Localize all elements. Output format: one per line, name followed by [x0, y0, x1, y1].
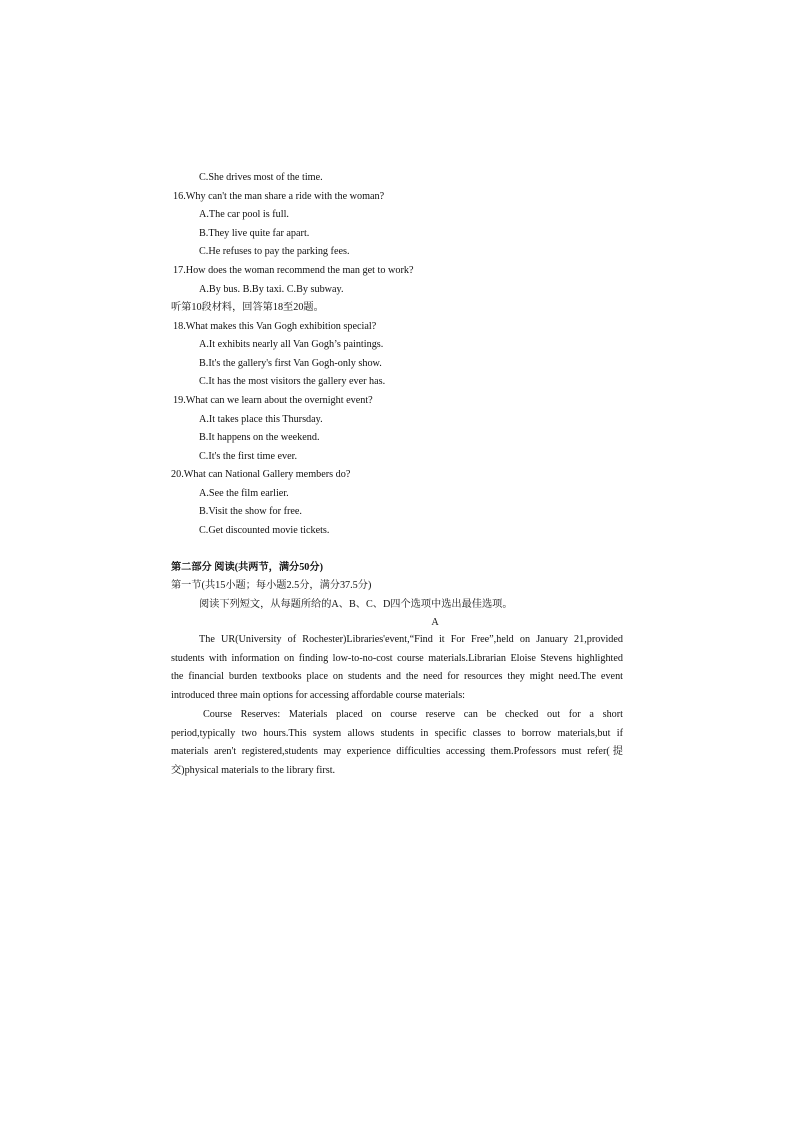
q16-option-a: A.The car pool is full. — [199, 209, 289, 220]
para1-line-3: the financial burden textbooks place on students and the need for resources they might need.The event — [171, 671, 623, 683]
section1-heading: 第一节(共15小题；每小题2.5分，满分37.5分) — [171, 580, 372, 591]
q20-option-b: B.Visit the show for free. — [199, 506, 302, 517]
para2-line-2: period,typically two hours.This system allows students in specific classes to borrow materials,but if — [171, 727, 623, 739]
reading-instruction: 阅读下列短文，从每题所给的A、B、C、D四个选项中选出最佳选项。 — [199, 599, 513, 610]
para1-line-1: The UR(University of Rochester)Libraries'event,“Find it For Free”,held on January 21,provided — [199, 634, 623, 645]
listening-instruction-10: 听第10段材料，回答第18至20题。 — [171, 302, 324, 313]
q18-option-c: C.It has the most visitors the gallery ever has. — [199, 376, 386, 387]
q19-option-a: A.It takes place this Thursday. — [199, 414, 323, 425]
q18-option-a: A.It exhibits nearly all Van Gogh’s paintings. — [199, 339, 384, 350]
passage-paragraph-2 — [171, 706, 623, 781]
passage-label: A — [431, 617, 439, 628]
para2-line-3: materials aren't registered,students may experience difficulties accessing them.Professors must refer(提 — [171, 746, 623, 758]
para2-line-1: Course Reserves: Materials placed on course reserve can be checked out for a short — [203, 709, 623, 720]
q18-stem: 18.What makes this Van Gogh exhibition special? — [173, 321, 377, 332]
q17-options: A.By bus. B.By taxi. C.By subway. — [199, 284, 344, 295]
para2-line-4: 交)physical materials to the library first. — [171, 765, 336, 777]
q19-option-b: B.It happens on the weekend. — [199, 432, 320, 443]
para1-line-2: students with information on finding low-to-no-cost course materials.Librarian Eloise Stevens highlighted — [171, 652, 623, 664]
q20-option-a: A.See the film earlier. — [199, 488, 289, 499]
q18-option-b: B.It's the gallery's first Van Gogh-only show. — [199, 358, 382, 369]
q19-option-c: C.It's the first time ever. — [199, 451, 298, 462]
q16-option-b: B.They live quite far apart. — [199, 228, 310, 239]
q16-stem: 16.Why can't the man share a ride with the woman? — [173, 191, 385, 202]
passage-paragraph-1 — [171, 631, 623, 706]
q19-stem: 19.What can we learn about the overnight event? — [173, 395, 373, 406]
part2-heading: 第二部分 阅读(共两节，满分50分) — [171, 562, 323, 573]
para1-line-4: introduced three main options for accessing affordable course materials: — [171, 690, 466, 702]
q20-stem: 20.What can National Gallery members do? — [171, 469, 351, 480]
q15-option-c: C.She drives most of the time. — [199, 172, 323, 183]
q16-option-c: C.He refuses to pay the parking fees. — [199, 246, 350, 257]
q20-option-c: C.Get discounted movie tickets. — [199, 525, 330, 536]
q17-stem: 17.How does the woman recommend the man get to work? — [173, 265, 414, 276]
